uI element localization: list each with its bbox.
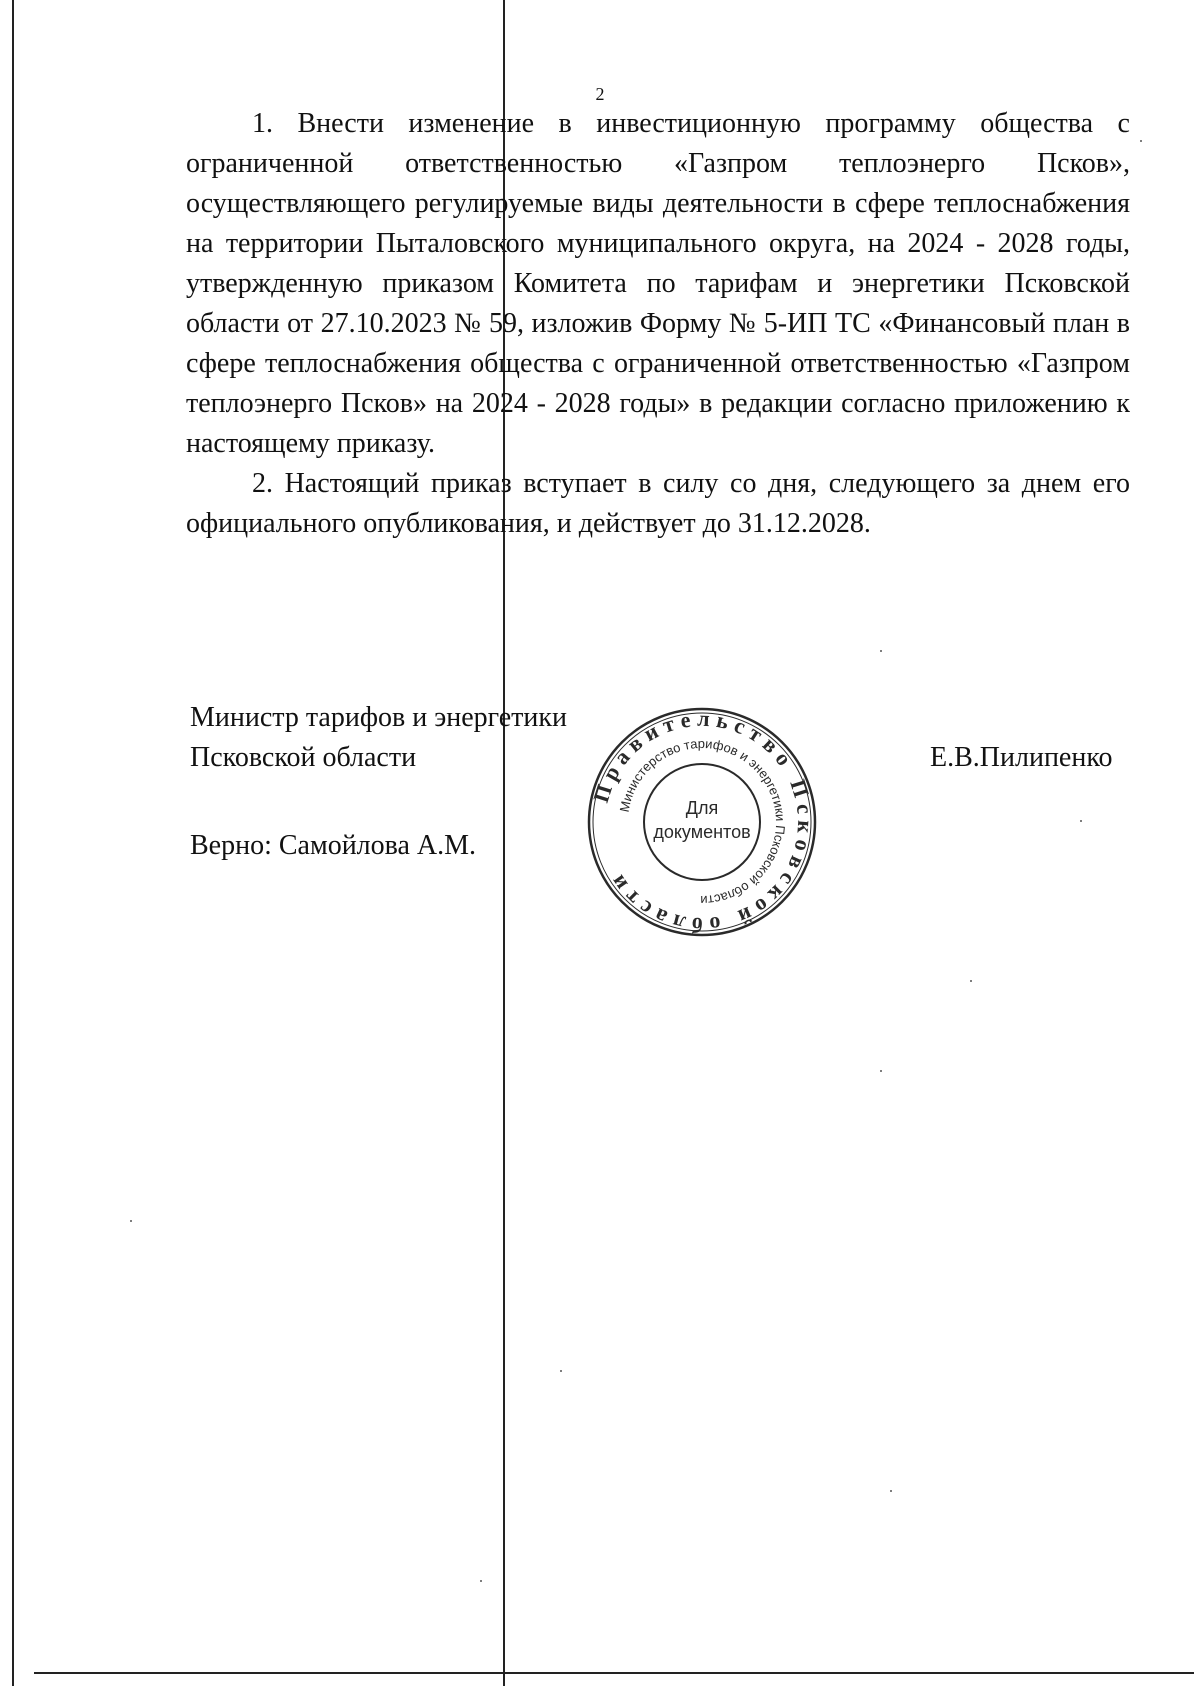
order-body — [186, 104, 1130, 544]
scan-speck — [970, 980, 972, 982]
verified-by: Верно: Самойлова А.М. — [190, 830, 477, 861]
seal-inner-text: Министерство тарифов и энергетики Псковской области — [616, 735, 789, 909]
scan-left-edge — [12, 0, 14, 1686]
scan-speck — [880, 1070, 882, 1072]
seal-center-line1: Для — [685, 798, 719, 818]
seal-outer-text: Правительство Псковской области — [587, 706, 818, 938]
official-seal-stamp — [586, 706, 818, 938]
seal-center-text — [586, 796, 818, 844]
paragraph-1: 1. Внести изменение в инвестиционную программу общества с ограниченной ответственностью «Газпром теплоэнерго Псков», осуществляющего регулируемые виды деятельности в сфере теплоснабжения на территории Пыталовского муниципального округа, на 2024 - 2028 годы, утвержденную приказом Комитета по тарифам и энергетики Псковской области от 27.10.2023 № 59, изложив Форму № 5-ИП ТС «Финансовый план в сфере теплоснабжения общества с ограниченной ответственностью «Газпром теплоэнерго Псков» на 2024 - 2028 годы» в редакции согласно приложению к настоящему приказу. — [186, 108, 1130, 459]
signatory-title-line1: Министр тарифов и энергетики — [190, 702, 567, 733]
signatory-title-line2: Псковской области — [190, 742, 417, 773]
signatory-name: Е.В.Пилипенко — [930, 742, 1113, 773]
scan-speck — [890, 1490, 892, 1492]
page-number: 2 — [595, 84, 605, 104]
scan-bottom-edge — [34, 1672, 1194, 1674]
scan-speck — [130, 1220, 132, 1222]
scan-speck — [1080, 820, 1082, 822]
scan-speck — [880, 650, 882, 652]
seal-center-line2: документов — [653, 822, 751, 842]
paragraph-2: 2. Настоящий приказ вступает в силу со дня, следующего за днем его официального опубликования, и действует до 31.12.2028. — [186, 468, 1130, 539]
scan-speck — [480, 1580, 482, 1582]
scan-speck — [1140, 140, 1142, 142]
scan-speck — [560, 1370, 562, 1372]
